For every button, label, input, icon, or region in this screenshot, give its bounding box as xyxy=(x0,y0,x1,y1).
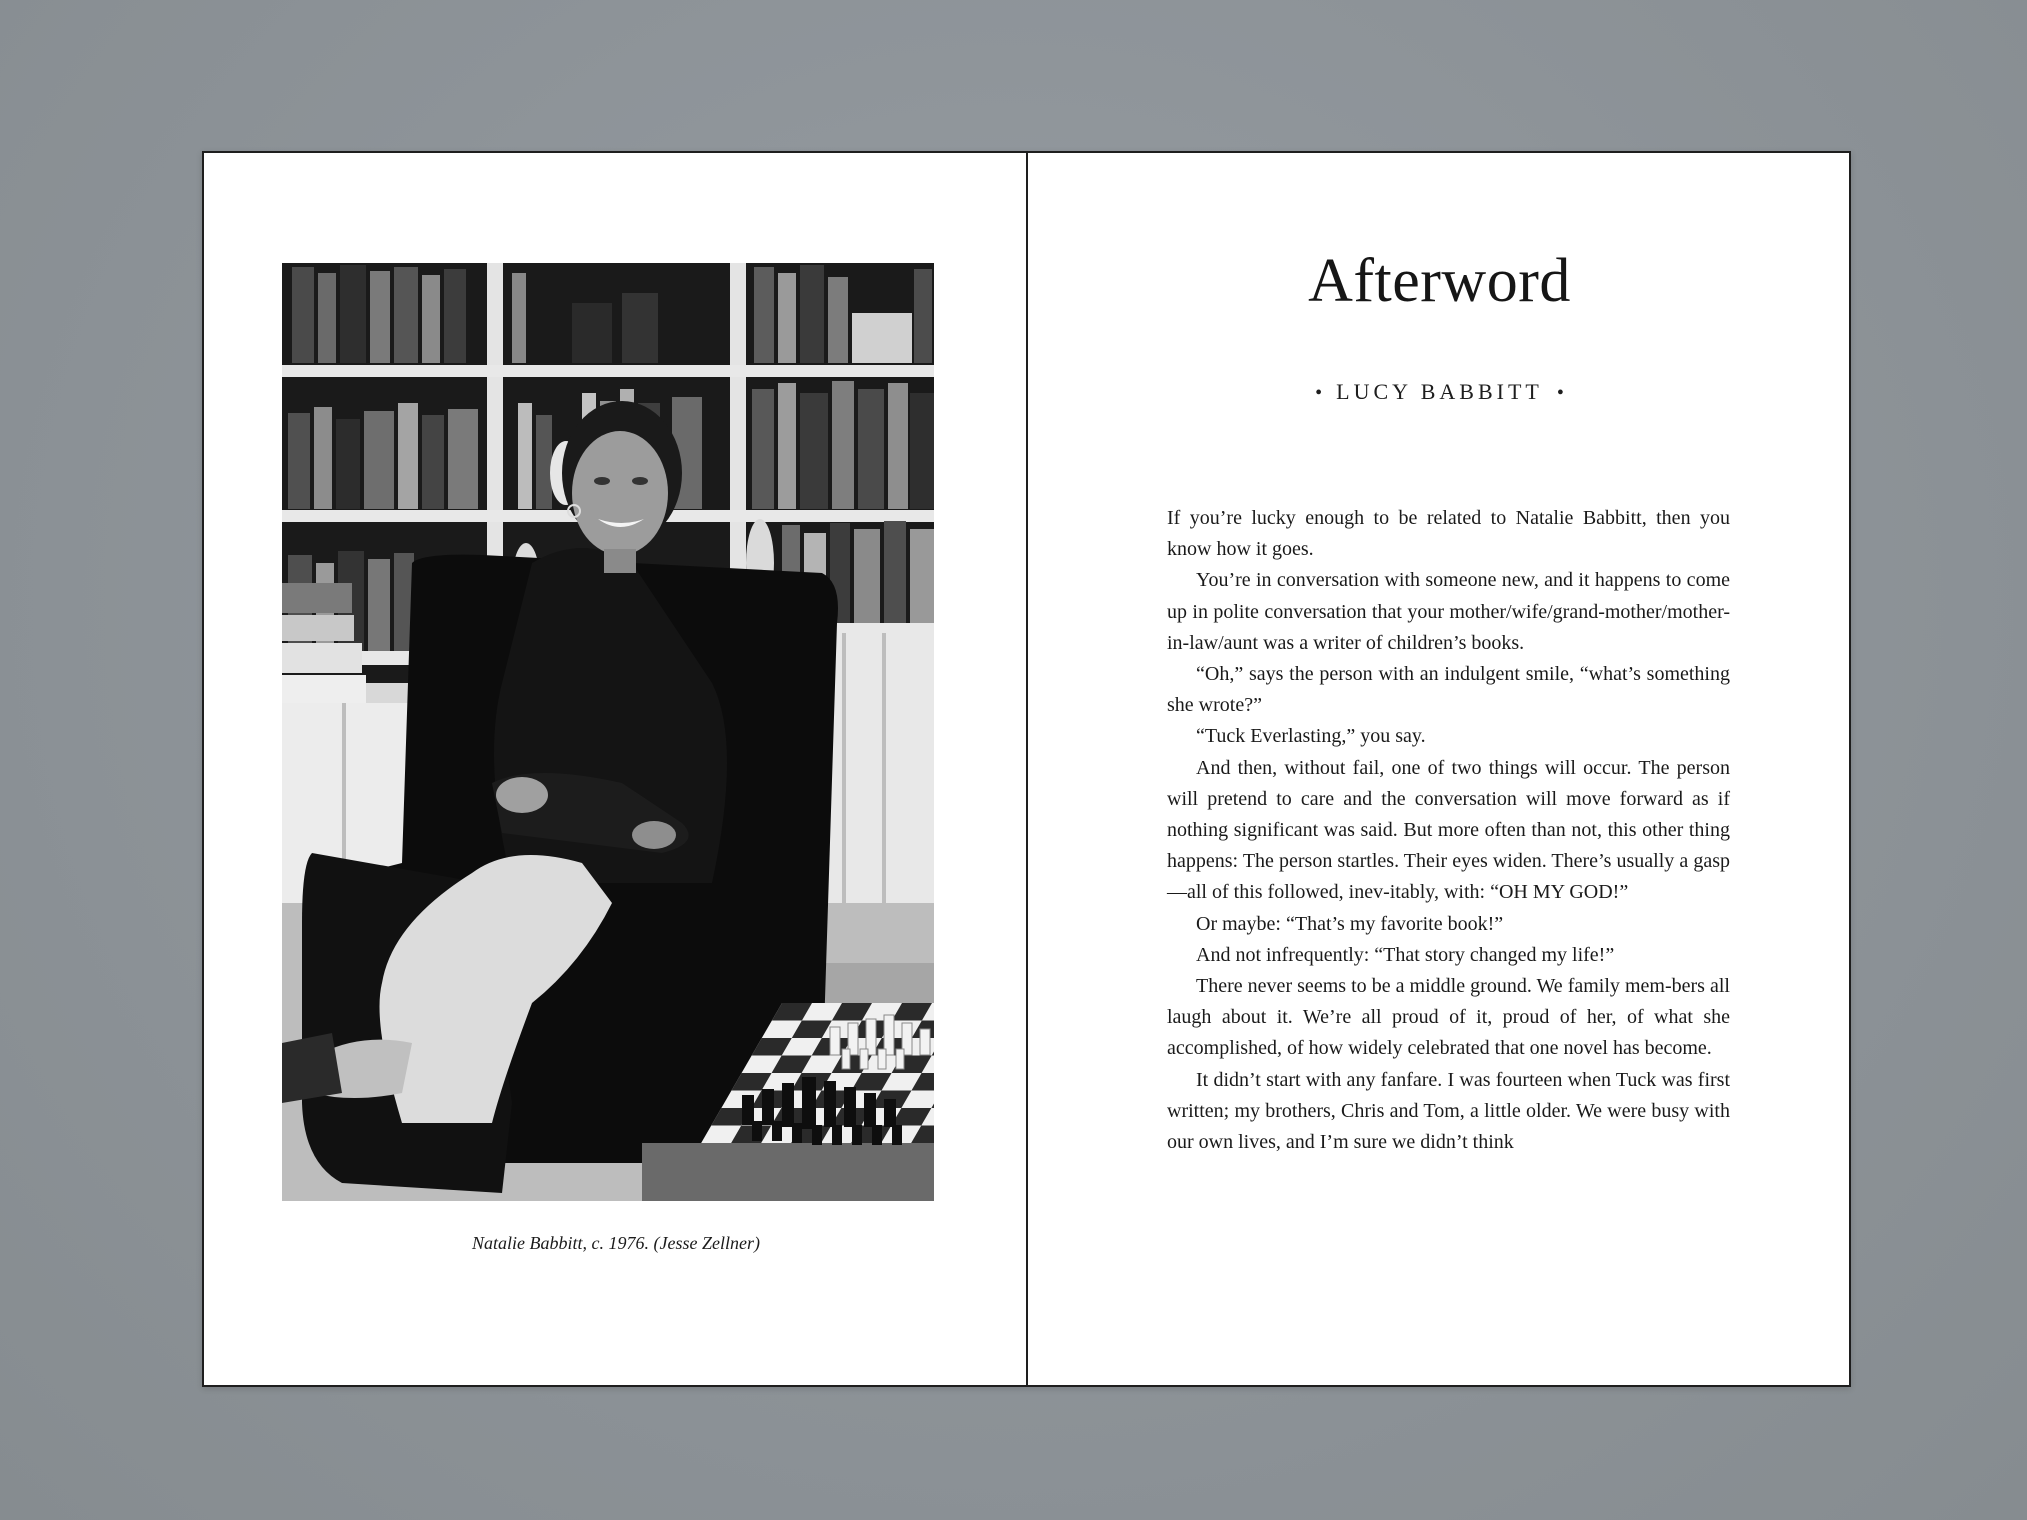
byline-ornament-left: • xyxy=(1315,382,1323,404)
left-page xyxy=(204,153,1028,1385)
author-byline xyxy=(1028,379,1851,405)
author-photo xyxy=(282,263,934,1201)
paragraph: And then, without fail, one of two things will occur. The person will pretend to care and the conversation will move forward as if nothing significant was said. But more often than not, this other thing happens: The person startles. Their eyes widen. There’s usually a gasp—all of this followed, inev-itably, with: “OH MY GOD!” xyxy=(1167,756,1730,904)
chapter-title: Afterword xyxy=(1308,247,1571,315)
byline-name: LUCY BABBITT xyxy=(1336,379,1543,404)
paragraph: Or maybe: “That’s my favorite book!” xyxy=(1196,912,1504,935)
right-page xyxy=(1028,153,1851,1385)
paragraph: “Oh,” says the person with an indulgent smile, “what’s something she wrote?” xyxy=(1167,663,1730,717)
byline-ornament-right: • xyxy=(1556,382,1564,404)
afterword-body xyxy=(1167,503,1730,1158)
paragraph: If you’re lucky enough to be related to Natalie Babbitt, then you know how it goes. xyxy=(1167,507,1730,561)
paragraph: “Tuck Everlasting,” you say. xyxy=(1196,725,1426,748)
paragraph: There never seems to be a middle ground. We family mem-bers all laugh about it. We’re all proud of it, proud of her, of what she accomplished, of how widely celebrated that one novel has become. xyxy=(1167,975,1730,1060)
paragraph: You’re in conversation with someone new, and it happens to come up in polite conversation that your mother/wife/grand-mother/mother-in-law/aunt was a writer of children’s books. xyxy=(1167,569,1730,654)
paragraph: And not infrequently: “That story changed my life!” xyxy=(1196,943,1615,966)
book-spread xyxy=(202,151,1851,1387)
photo-caption: Natalie Babbitt, c. 1976. (Jesse Zellner) xyxy=(472,1233,760,1253)
paragraph: It didn’t start with any fanfare. I was fourteen when Tuck was first written; my brothers, Chris and Tom, a little older. We were busy with our own lives, and I’m sure we didn’t think xyxy=(1167,1068,1730,1154)
